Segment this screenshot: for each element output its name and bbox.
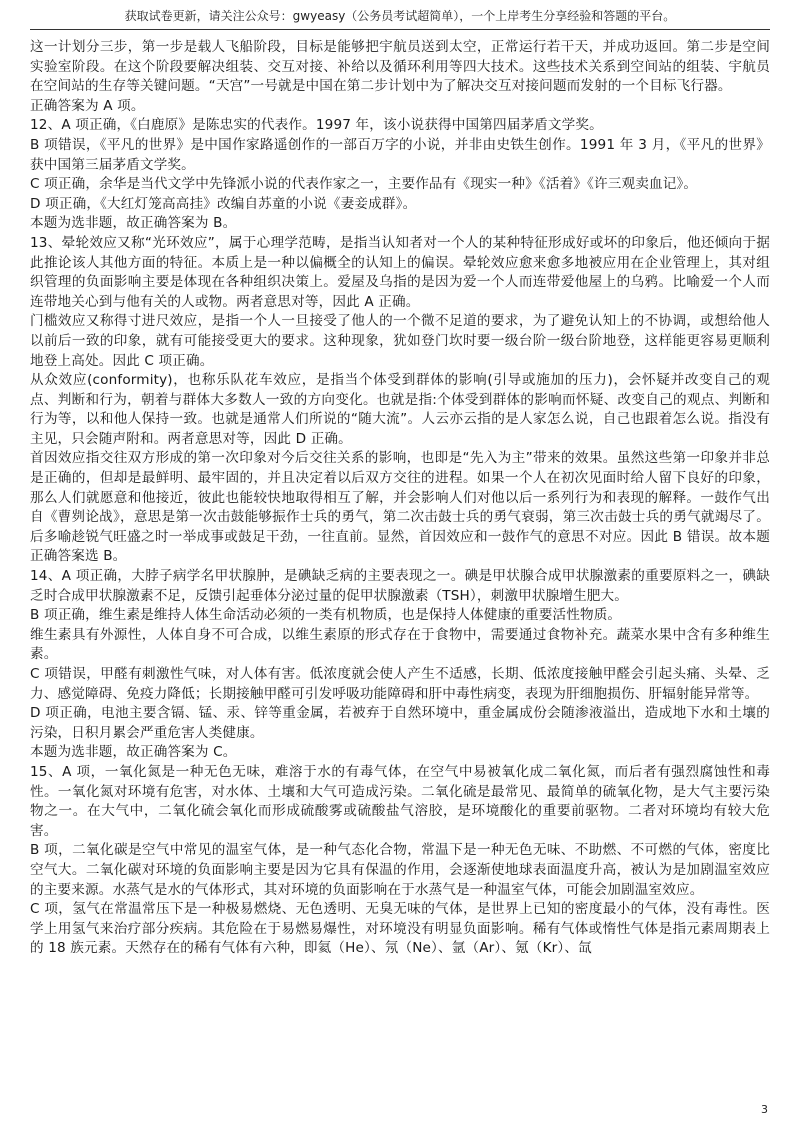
paragraph: D 项正确，《大红灯笼高高挂》改编自苏童的小说《妻妾成群》。 [30,195,417,212]
document-body [30,38,770,959]
paragraph: 本题为选非题，故正确答案为 C。 [30,744,237,761]
page-number: 3 [761,1103,768,1116]
paragraph: B 项错误，《平凡的世界》是中国作家路遥创作的一部百万字的小说，并非由史铁生创作。1991 年 3 月，《平凡的世界》获中国第三届茅盾文学奖。 [30,136,770,173]
paragraph: C 项错误，甲醛有刺激性气味，对人体有害。低浓度就会使人产生不适感，长期、低浓度接触甲醛会引起头痛、头晕、乏力、感觉障碍、免疫力降低；长期接触甲醛可引发呼吸功能障碍和肝中毒性病变，表现为肝细胞损伤、肝辐射能异常等。 [30,666,770,702]
paragraph: 正确答案为 A 项。 [30,97,145,114]
paragraph: 维生素具有外源性，人体自身不可合成，以维生素原的形式存在于食物中，需要通过食物补充。蔬菜水果中含有多种维生素。 [30,626,770,663]
paragraph: 首因效应指交往双方形成的第一次印象对今后交往关系的影响，也即是“先入为主”带来的效果。虽然这些第一印象并非总是正确的，但却是最鲜明、最牢固的，并且决定着以后双方交往的进程。如果一个人在初次见面时给人留下良好的印象，那么人们就愿意和他接近，彼此也能较快地取得相互了解，并会影响人们对他以后一系列行为和表现的解释。一鼓作气出自《曹刿论战》，意思是第一次击鼓能够振作士兵的勇气，第二次击鼓士兵的勇气衰弱，第三次击鼓士兵的勇气就竭尽了。后多喻趁锐气旺盛之时一举成事或鼓足干劲，一往直前。显然，首因效应和一鼓作气的意思不对应。因此 B 错误。故本题正确答案选 B。 [30,450,770,565]
paragraph: C 项正确，余华是当代文学中先锋派小说的代表作家之一，主要作品有《现实一种》《活着》《许三观卖血记》。 [30,176,698,193]
paragraph: B 项正确，维生素是维持人体生命活动必须的一类有机物质，也是保持人体健康的重要活性物质。 [30,607,622,624]
paragraph: 12、A 项正确，《白鹿原》是陈忠实的代表作。1997 年，该小说获得中国第四届茅盾文学奖。 [30,117,603,134]
paragraph: 本题为选非题，故正确答案为 B。 [30,215,237,232]
paragraph: D 项正确，电池主要含镉、锰、汞、锌等重金属，若被弃于自然环境中，重金属成份会随渗液溢出，造成地下水和土壤的污染，日积月累会严重危害人类健康。 [30,705,770,741]
paragraph: 14、A 项正确，大脖子病学名甲状腺肿，是碘缺乏病的主要表现之一。碘是甲状腺合成甲状腺激素的重要原料之一，碘缺乏时合成甲状腺激素不足，反馈引起垂体分泌过量的促甲状腺激素（TSH），刺激甲状腺增生肥大。 [30,568,770,604]
paragraph: B 项，二氧化碳是空气中常见的温室气体，是一种气态化合物，常温下是一种无色无味、不助燃、不可燃的气体，密度比空气大。二氧化碳对环境的负面影响主要是因为它具有保温的作用，会逐渐使地球表面温度升高，被认为是加剧温室效应的主要来源。水蒸气是水的气体形式，其对环境的负面影响在于水蒸气是一种温室气体，可能会加剧温室效应。 [30,842,770,898]
header-divider [30,29,770,30]
paragraph: 从众效应(conformity)，也称乐队花车效应，是指当个体受到群体的影响(引导或施加的压力)，会怀疑并改变自己的观点、判断和行为，朝着与群体大多数人一致的方向变化。也就是指:个体受到群体的影响而怀疑、改变自己的观点、判断和行为等，以和他人保持一致。也就是通常人们所说的“随大流”。人云亦云指的是人家怎么说，自己也跟着怎么说。指没有主见，只会随声附和。两者意思对等，因此 D 正确。 [30,372,770,447]
page-header: 获取试卷更新，请关注公众号：gwyeasy（公务员考试超简单），一个上岸考生分享经验和答题的平台。 [124,9,676,23]
paragraph: 门槛效应又称得寸进尺效应，是指一个人一旦接受了他人的一个微不足道的要求，为了避免认知上的不协调，或想给他人以前后一致的印象，就有可能接受更大的要求。这种现象，犹如登门坎时要一级台阶一级台阶地登，这样能更容易更顺利地登上高处。因此 C 项正确。 [30,313,770,369]
paragraph: C 项，氢气在常温常压下是一种极易燃烧、无色透明、无臭无味的气体，是世界上已知的密度最小的气体，没有毒性。医学上用氢气来治疗部分疾病。其危险在于易燃易爆性，对环境没有明显负面影响。稀有气体或惰性气体是指元素周期表上的 18 族元素。天然存在的稀有气体有六种，即氦（He）、氖（Ne）、氩（Ar）、氪（Kr）、氙 [30,901,770,957]
paragraph: 15、A 项，一氧化氮是一种无色无味，难溶于水的有毒气体，在空气中易被氧化成二氧化氮，而后者有强烈腐蚀性和毒性。一氧化氮对环境有危害，对水体、土壤和大气可造成污染。二氧化硫是最常见、最简单的硫氧化物，是大气主要污染物之一。在大气中，二氧化硫会氧化而形成硫酸雾或硫酸盐气溶胶，是环境酸化的重要前驱物。二者对环境均有较大危害。 [30,763,770,839]
paragraph: 13、晕轮效应又称“光环效应”，属于心理学范畴，是指当认知者对一个人的某种特征形成好或坏的印象后，他还倾向于据此推论该人其他方面的特征。本质上是一种以偏概全的认知上的偏误。晕轮效应愈来愈多地被应用在企业管理上，其对组织管理的负面影响主要是体现在各种组织决策上。爱屋及乌指的是因为爱一个人而连带爱他屋上的乌鸦。比喻爱一个人而连带地关心到与他有关的人或物。两者意思对等，因此 A 正确。 [30,234,770,310]
paragraph: 这一计划分三步，第一步是载人飞船阶段，目标是能够把宇航员送到太空，正常运行若干天，并成功返回。第二步是空间实验室阶段。在这个阶段要解决组装、交互对接、补给以及循环利用等四大技术。这些技术关系到空间站的组装、宇航员在空间站的生存等关键问题。“天宫”一号就是中国在第二步计划中为了解决交互对接问题而发射的一个目标飞行器。 [30,39,770,95]
